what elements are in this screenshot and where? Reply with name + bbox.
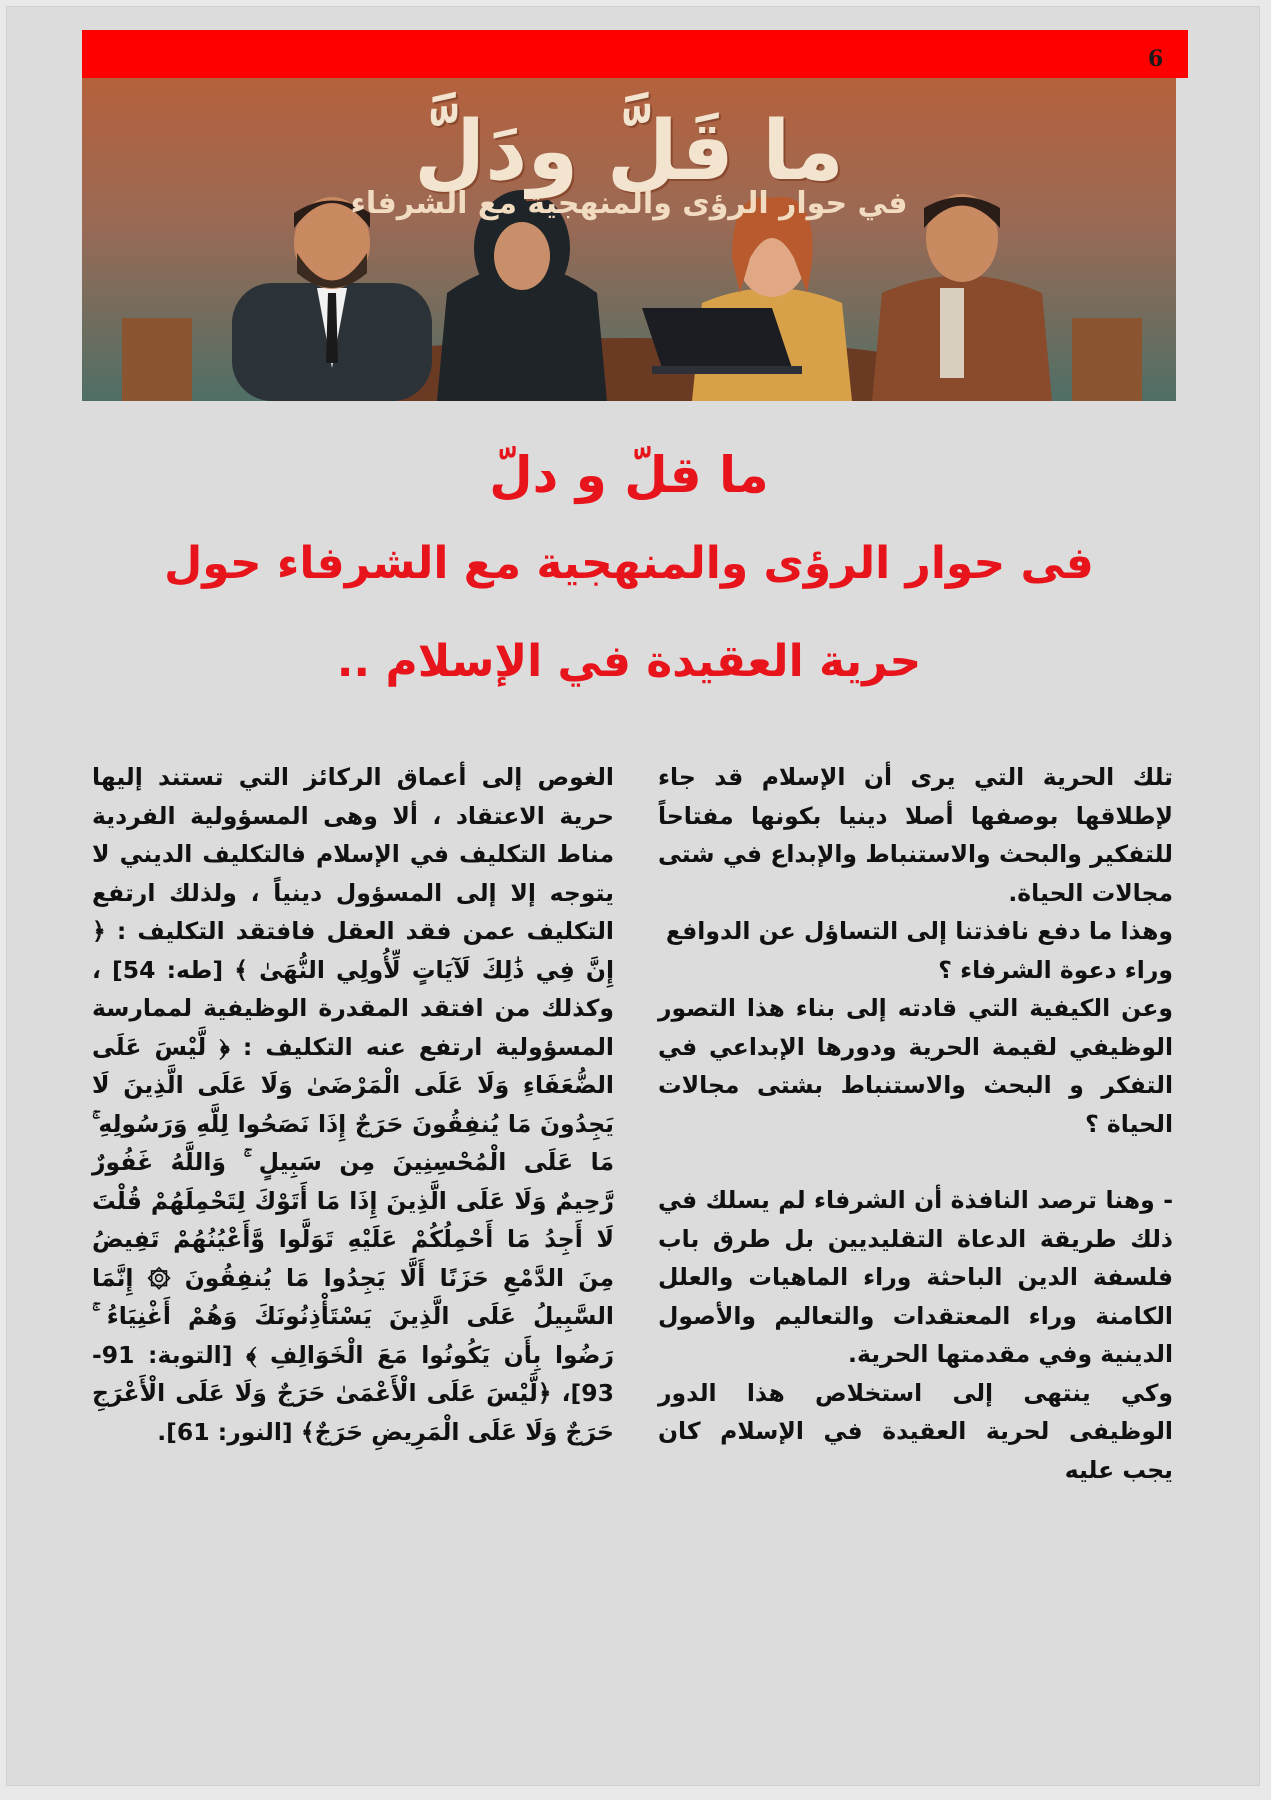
- paragraph: وكي ينتهى إلى استخلاص هذا الدور الوظيفى لحرية العقيدة في الإسلام كان يجب عليه: [658, 1378, 1173, 1484]
- paragraph-gap: [658, 1143, 1173, 1181]
- article-subtitle-line-2: حرية العقيدة في الإسلام ..: [336, 636, 922, 687]
- right-column: [658, 758, 1173, 1489]
- paragraph: وراء دعوة الشرفاء ؟: [938, 955, 1173, 984]
- paragraph: - وهنا ترصد النافذة أن الشرفاء لم يسلك في ذلك طريقة الدعاة التقليديين بل طرق باب فلسفة الدين الباحثة وراء الماهيات والعلل الكامنة وراء المعتقدات والتعاليم والأصول الدينية وفي مقدمتها الحرية.: [658, 1186, 1173, 1368]
- paragraph: تلك الحرية التي يرى أن الإسلام قد جاء لإطلاقها بوصفها أصلا دينيا بكونها مفتاحاً للتفكير والبحث والاستنباط والإبداع في شتى مجالات الحياة.: [658, 763, 1173, 907]
- banner-image: [82, 78, 1176, 401]
- article-title: ما قلّ و دلّ: [489, 446, 769, 504]
- page-number: 6: [1148, 46, 1164, 72]
- top-red-bar: [82, 30, 1188, 78]
- paragraph: الغوص إلى أعماق الركائز التي تستند إليها حرية الاعتقاد ، ألا وهى المسؤولية الفردية مناط التكليف في الإسلام فالتكليف الديني لا يتوجه إلا إلى المسؤول دينياً ، ولذلك ارتفع التكليف عمن فقد العقل فافتقد التكليف : ﴿ إِنَّ فِي ذَٰلِكَ لَآيَاتٍ لِّأُولِي النُّهَىٰ ﴾ [طه: 54] ، وكذلك من افتقد المقدرة الوظيفية لممارسة المسؤولية ارتفع عنه التكليف : ﴿ لَّيْسَ عَلَى الضُّعَفَاءِ وَلَا عَلَى الْمَرْضَىٰ وَلَا عَلَى الَّذِينَ لَا يَجِدُونَ مَا يُنفِقُونَ حَرَجٌ إِذَا نَصَحُوا لِلَّهِ وَرَسُولِهِ ۚ مَا عَلَى الْمُحْسِنِينَ مِن سَبِيلٍ ۚ وَاللَّهُ غَفُورٌ رَّحِيمٌ وَلَا عَلَى الَّذِينَ إِذَا مَا أَتَوْكَ لِتَحْمِلَهُمْ قُلْتَ لَا أَجِدُ مَا أَحْمِلُكُمْ عَلَيْهِ تَوَلَّوا وَّأَعْيُنُهُمْ تَفِيضُ مِنَ الدَّمْعِ حَزَنًا أَلَّا يَجِدُوا مَا يُنفِقُونَ ۞ إِنَّمَا السَّبِيلُ عَلَى الَّذِينَ يَسْتَأْذِنُونَكَ وَهُمْ أَغْنِيَاءُ ۚ رَضُوا بِأَن يَكُونُوا مَعَ الْخَوَالِفِ ﴾ [التوبة: 91-93]، ﴿لَّيْسَ عَلَى الْأَعْمَىٰ حَرَجٌ وَلَا عَلَى الْأَعْرَجِ حَرَجٌ وَلَا عَلَى الْمَرِيضِ حَرَجٌ﴾ [النور: 61].: [92, 763, 614, 1446]
- banner-title: ما قَلَّ ودَلَّ: [414, 104, 844, 199]
- paragraph: وهذا ما دفع نافذتنا إلى التساؤل عن الدوافع: [665, 917, 1173, 945]
- article-subtitle-line-1: فى حوار الرؤى والمنهجية مع الشرفاء حول: [164, 538, 1094, 589]
- left-column: [92, 758, 614, 1451]
- paragraph: وعن الكيفية التي قادته إلى بناء هذا التصور الوظيفي لقيمة الحرية ودورها الإبداعي في التفكر و البحث والاستنباط بشتى مجالات الحياة ؟: [658, 994, 1173, 1138]
- banner-subtitle: في حوار الرؤى والمنهجية مع الشرفاء: [350, 186, 908, 221]
